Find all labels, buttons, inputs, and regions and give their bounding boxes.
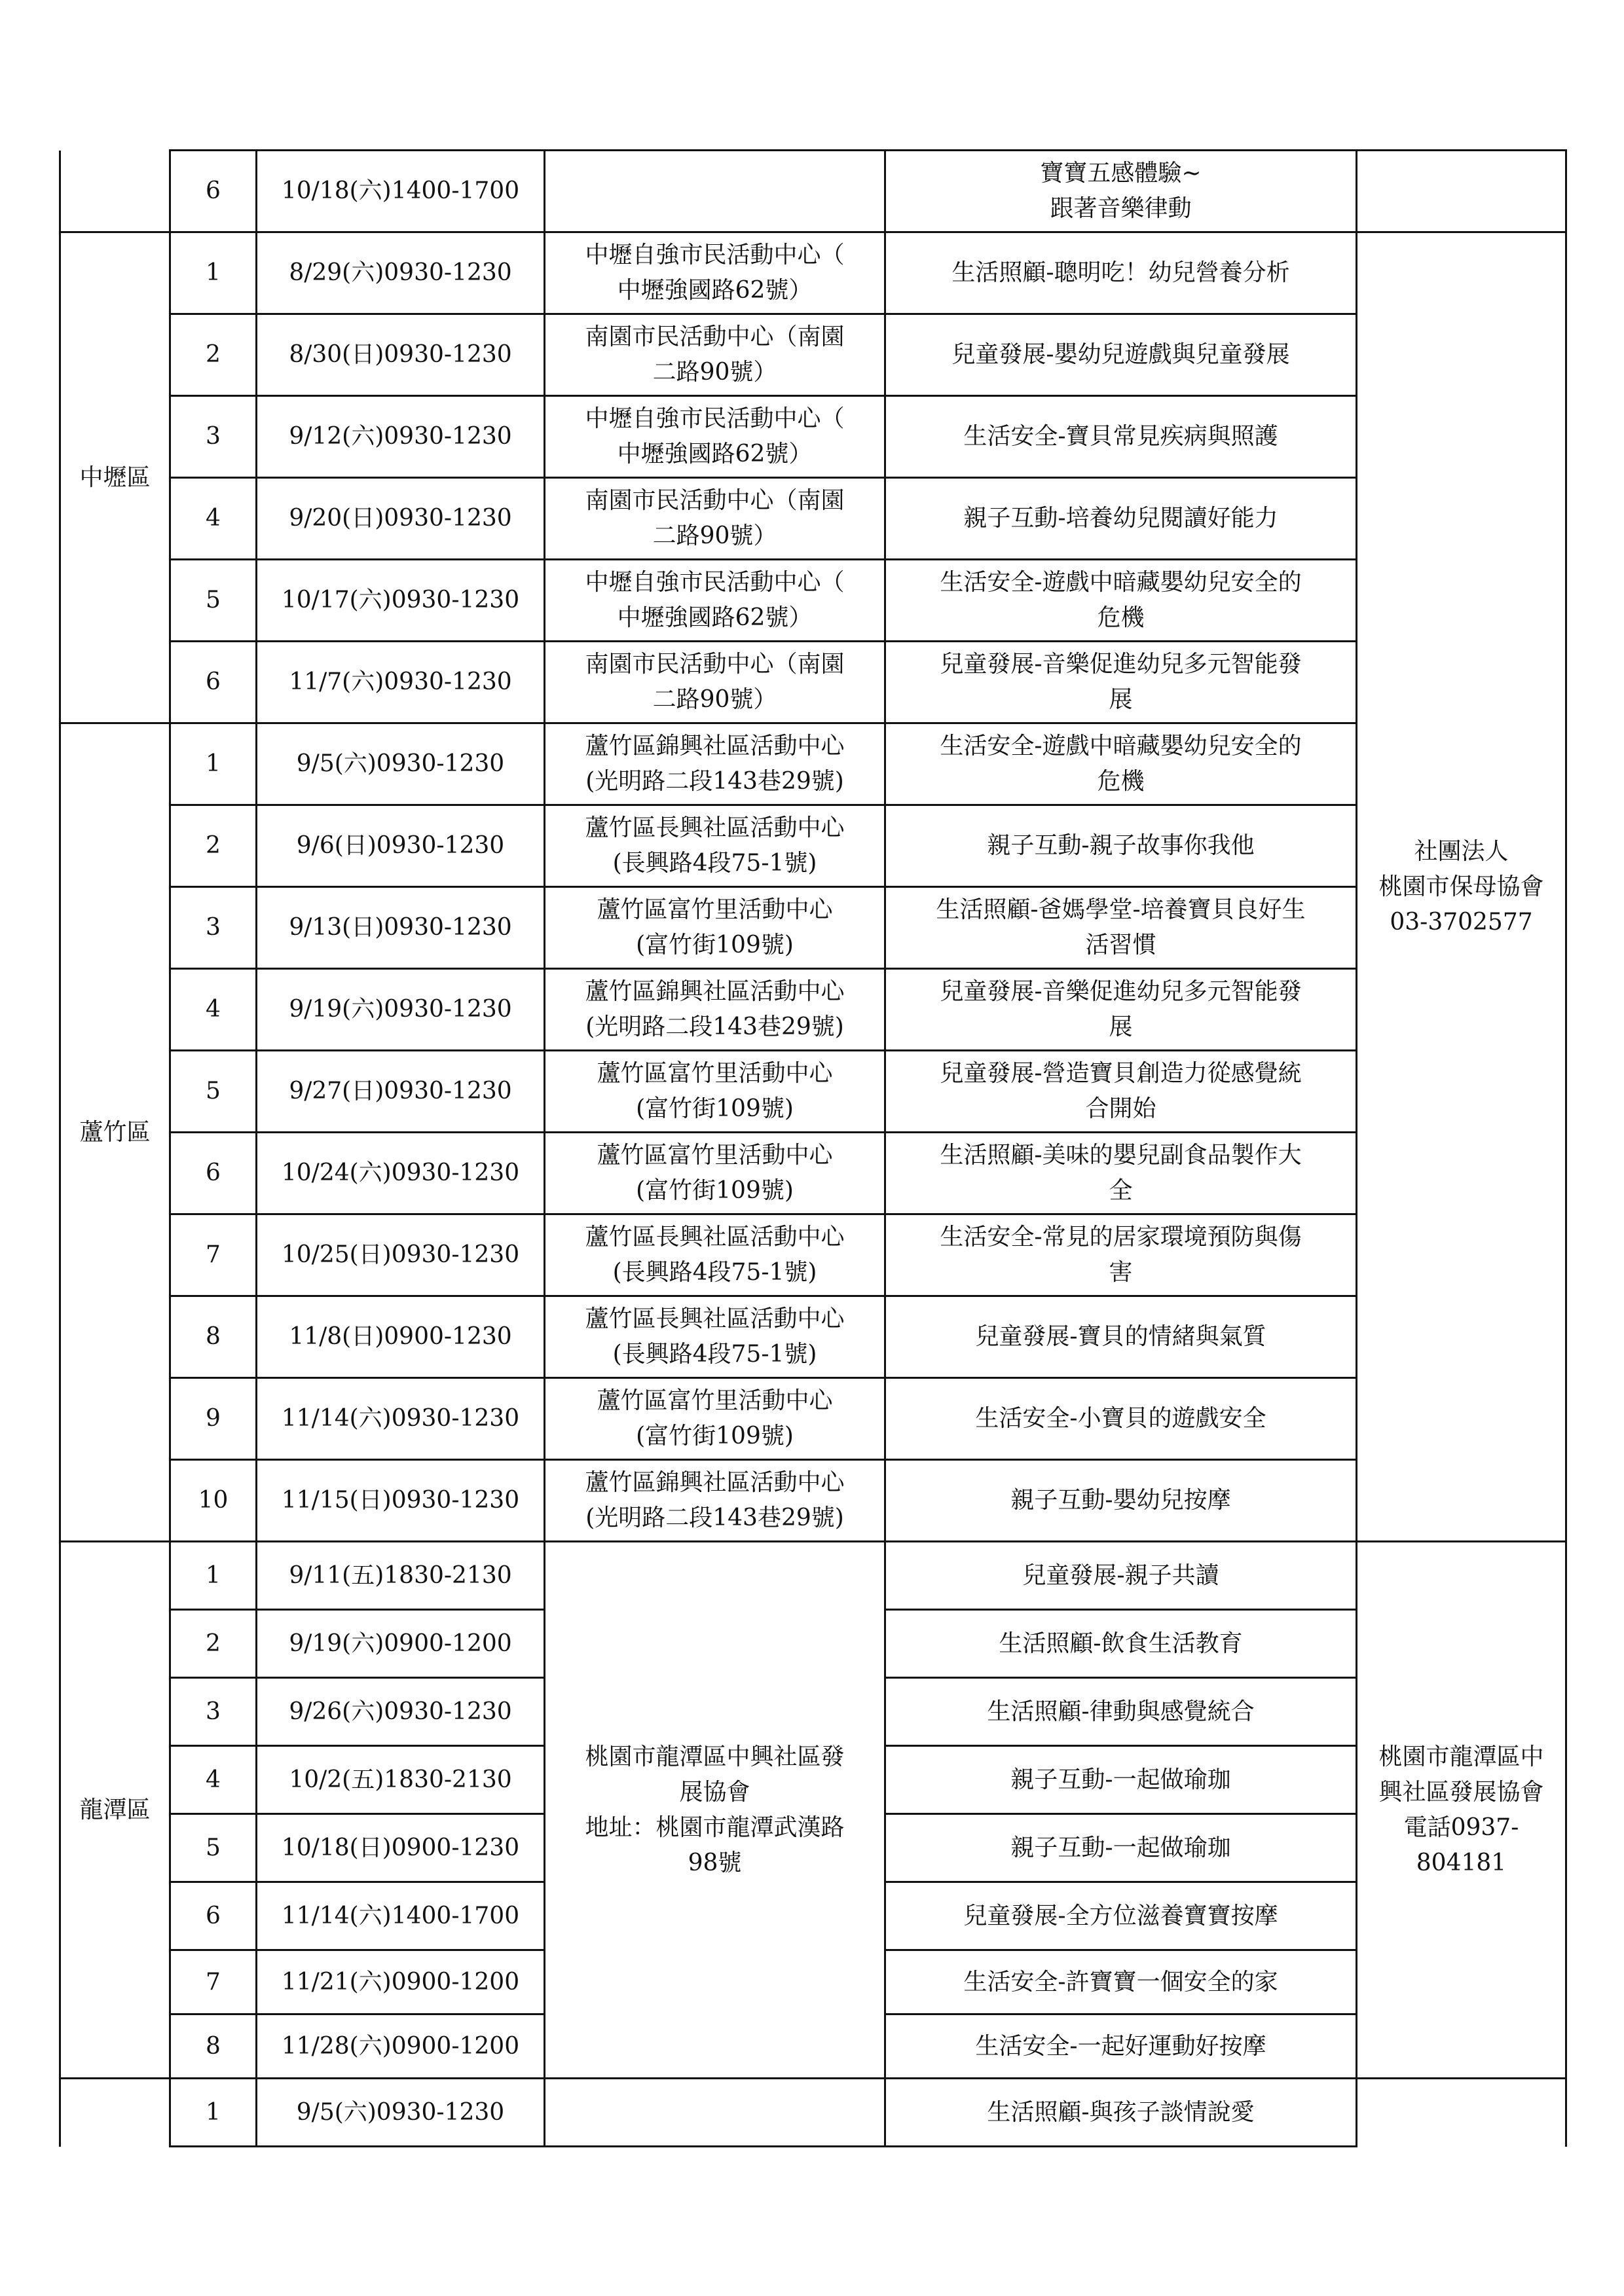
session-date: 11/7(六)0930-1230 xyxy=(257,642,545,723)
row-number: 6 xyxy=(170,642,257,723)
location-cell xyxy=(545,151,885,232)
location-cell: 蘆竹區長興社區活動中心 (長興路4段75-1號) xyxy=(545,1214,885,1296)
district-cell: 龍潭區 xyxy=(60,1542,170,2079)
location-cell: 蘆竹區長興社區活動中心 (長興路4段75-1號) xyxy=(545,805,885,887)
row-number: 6 xyxy=(170,1882,257,1950)
topic-cell: 兒童發展-嬰幼兒遊戲與兒童發展 xyxy=(885,314,1357,396)
table-row xyxy=(60,1051,1566,1133)
row-number: 8 xyxy=(170,1296,257,1378)
row-number: 3 xyxy=(170,396,257,478)
location-cell: 南園市民活動中心（南園 二路90號） xyxy=(545,642,885,723)
topic-cell: 兒童發展-音樂促進幼兒多元智能發 展 xyxy=(885,969,1357,1051)
table-row xyxy=(60,1133,1566,1214)
topic-cell: 生活安全-寶貝常見疾病與照護 xyxy=(885,396,1357,478)
topic-cell: 生活安全-許寶寶一個安全的家 xyxy=(885,1950,1357,2014)
location-cell: 南園市民活動中心（南園 二路90號） xyxy=(545,478,885,560)
session-date: 11/15(日)0930-1230 xyxy=(257,1460,545,1542)
session-date: 10/17(六)0930-1230 xyxy=(257,560,545,642)
district-cell xyxy=(60,2079,170,2147)
session-date: 10/18(六)1400-1700 xyxy=(257,151,545,232)
topic-cell: 親子互動-親子故事你我他 xyxy=(885,805,1357,887)
district-cell: 中壢區 xyxy=(60,232,170,723)
session-date: 11/21(六)0900-1200 xyxy=(257,1950,545,2014)
row-number: 7 xyxy=(170,1950,257,2014)
row-number: 5 xyxy=(170,1814,257,1882)
session-date: 9/6(日)0930-1230 xyxy=(257,805,545,887)
session-date: 9/5(六)0930-1230 xyxy=(257,723,545,805)
table-row xyxy=(60,642,1566,723)
district-cell: 蘆竹區 xyxy=(60,723,170,1542)
location-cell: 桃園市龍潭區中興社區發 展協會 地址：桃園市龍潭武漢路 98號 xyxy=(545,1542,885,2079)
org-cell: 社團法人 桃園市保母協會 03-3702577 xyxy=(1357,232,1566,1542)
topic-cell: 生活安全-一起好運動好按摩 xyxy=(885,2014,1357,2079)
row-number: 7 xyxy=(170,1214,257,1296)
session-date: 9/19(六)0900-1200 xyxy=(257,1610,545,1678)
session-date: 11/28(六)0900-1200 xyxy=(257,2014,545,2079)
location-cell: 中壢自強市民活動中心（ 中壢強國路62號） xyxy=(545,232,885,314)
table-row xyxy=(60,1214,1566,1296)
topic-cell: 寶寶五感體驗~ 跟著音樂律動 xyxy=(885,151,1357,232)
location-cell xyxy=(545,2079,885,2147)
location-cell: 蘆竹區富竹里活動中心 (富竹街109號) xyxy=(545,1133,885,1214)
topic-cell: 生活照顧-律動與感覺統合 xyxy=(885,1678,1357,1746)
table-row xyxy=(60,1542,1566,1610)
schedule-table xyxy=(59,149,1567,2147)
session-date: 9/5(六)0930-1230 xyxy=(257,2079,545,2147)
topic-cell: 生活安全-常見的居家環境預防與傷 害 xyxy=(885,1214,1357,1296)
row-number: 2 xyxy=(170,314,257,396)
location-cell: 蘆竹區錦興社區活動中心 (光明路二段143巷29號) xyxy=(545,969,885,1051)
row-number: 2 xyxy=(170,1610,257,1678)
row-number: 3 xyxy=(170,887,257,969)
session-date: 10/18(日)0900-1230 xyxy=(257,1814,545,1882)
session-date: 9/12(六)0930-1230 xyxy=(257,396,545,478)
table-row xyxy=(60,314,1566,396)
topic-cell: 兒童發展-音樂促進幼兒多元智能發 展 xyxy=(885,642,1357,723)
topic-cell: 兒童發展-親子共讀 xyxy=(885,1542,1357,1610)
table-row xyxy=(60,887,1566,969)
session-date: 8/29(六)0930-1230 xyxy=(257,232,545,314)
session-date: 9/26(六)0930-1230 xyxy=(257,1678,545,1746)
row-number: 5 xyxy=(170,1051,257,1133)
row-number: 4 xyxy=(170,478,257,560)
table-row xyxy=(60,396,1566,478)
row-number: 2 xyxy=(170,805,257,887)
session-date: 9/27(日)0930-1230 xyxy=(257,1051,545,1133)
topic-cell: 生活安全-遊戲中暗藏嬰幼兒安全的 危機 xyxy=(885,723,1357,805)
session-date: 9/20(日)0930-1230 xyxy=(257,478,545,560)
row-number: 6 xyxy=(170,1133,257,1214)
topic-cell: 生活安全-小寶貝的遊戲安全 xyxy=(885,1378,1357,1460)
location-cell: 蘆竹區長興社區活動中心 (長興路4段75-1號) xyxy=(545,1296,885,1378)
topic-cell: 兒童發展-寶貝的情緒與氣質 xyxy=(885,1296,1357,1378)
location-cell: 中壢自強市民活動中心（ 中壢強國路62號） xyxy=(545,396,885,478)
table-row xyxy=(60,1296,1566,1378)
table-row xyxy=(60,232,1566,314)
session-date: 8/30(日)0930-1230 xyxy=(257,314,545,396)
topic-cell: 生活照顧-爸媽學堂-培養寶貝良好生 活習慣 xyxy=(885,887,1357,969)
topic-cell: 生活照顧-飲食生活教育 xyxy=(885,1610,1357,1678)
row-number: 1 xyxy=(170,2079,257,2147)
location-cell: 蘆竹區富竹里活動中心 (富竹街109號) xyxy=(545,887,885,969)
topic-cell: 親子互動-一起做瑜珈 xyxy=(885,1746,1357,1814)
table-row xyxy=(60,2079,1566,2147)
session-date: 11/8(日)0900-1230 xyxy=(257,1296,545,1378)
topic-cell: 兒童發展-營造寶貝創造力從感覺統 合開始 xyxy=(885,1051,1357,1133)
row-number: 1 xyxy=(170,723,257,805)
topic-cell: 親子互動-一起做瑜珈 xyxy=(885,1814,1357,1882)
table-row xyxy=(60,969,1566,1051)
org-cell xyxy=(1357,2079,1566,2147)
table-row xyxy=(60,560,1566,642)
session-date: 11/14(六)0930-1230 xyxy=(257,1378,545,1460)
topic-cell: 生活照顧-美味的嬰兒副食品製作大 全 xyxy=(885,1133,1357,1214)
session-date: 9/11(五)1830-2130 xyxy=(257,1542,545,1610)
org-cell: 桃園市龍潭區中 興社區發展協會 電話0937- 804181 xyxy=(1357,1542,1566,2079)
row-number: 10 xyxy=(170,1460,257,1542)
table-row xyxy=(60,151,1566,232)
location-cell: 蘆竹區富竹里活動中心 (富竹街109號) xyxy=(545,1378,885,1460)
topic-cell: 兒童發展-全方位滋養寶寶按摩 xyxy=(885,1882,1357,1950)
topic-cell: 親子互動-培養幼兒閱讀好能力 xyxy=(885,478,1357,560)
row-number: 4 xyxy=(170,1746,257,1814)
row-number: 8 xyxy=(170,2014,257,2079)
table-row xyxy=(60,1460,1566,1542)
session-date: 11/14(六)1400-1700 xyxy=(257,1882,545,1950)
session-date: 10/2(五)1830-2130 xyxy=(257,1746,545,1814)
topic-cell: 生活照顧-聰明吃！幼兒營養分析 xyxy=(885,232,1357,314)
table-row xyxy=(60,1378,1566,1460)
row-number: 4 xyxy=(170,969,257,1051)
session-date: 10/24(六)0930-1230 xyxy=(257,1133,545,1214)
session-date: 10/25(日)0930-1230 xyxy=(257,1214,545,1296)
schedule-sheet xyxy=(59,149,1565,2147)
location-cell: 中壢自強市民活動中心（ 中壢強國路62號） xyxy=(545,560,885,642)
org-cell xyxy=(1357,151,1566,232)
table-row xyxy=(60,723,1566,805)
row-number: 6 xyxy=(170,151,257,232)
location-cell: 蘆竹區富竹里活動中心 (富竹街109號) xyxy=(545,1051,885,1133)
row-number: 9 xyxy=(170,1378,257,1460)
schedule-body xyxy=(60,151,1566,2147)
row-number: 1 xyxy=(170,232,257,314)
location-cell: 南園市民活動中心（南園 二路90號） xyxy=(545,314,885,396)
location-cell: 蘆竹區錦興社區活動中心 (光明路二段143巷29號) xyxy=(545,723,885,805)
row-number: 1 xyxy=(170,1542,257,1610)
topic-cell: 生活安全-遊戲中暗藏嬰幼兒安全的 危機 xyxy=(885,560,1357,642)
topic-cell: 生活照顧-與孩子談情說愛 xyxy=(885,2079,1357,2147)
district-cell xyxy=(60,151,170,232)
session-date: 9/19(六)0930-1230 xyxy=(257,969,545,1051)
table-row xyxy=(60,805,1566,887)
location-cell: 蘆竹區錦興社區活動中心 (光明路二段143巷29號) xyxy=(545,1460,885,1542)
topic-cell: 親子互動-嬰幼兒按摩 xyxy=(885,1460,1357,1542)
session-date: 9/13(日)0930-1230 xyxy=(257,887,545,969)
row-number: 3 xyxy=(170,1678,257,1746)
table-row xyxy=(60,478,1566,560)
row-number: 5 xyxy=(170,560,257,642)
